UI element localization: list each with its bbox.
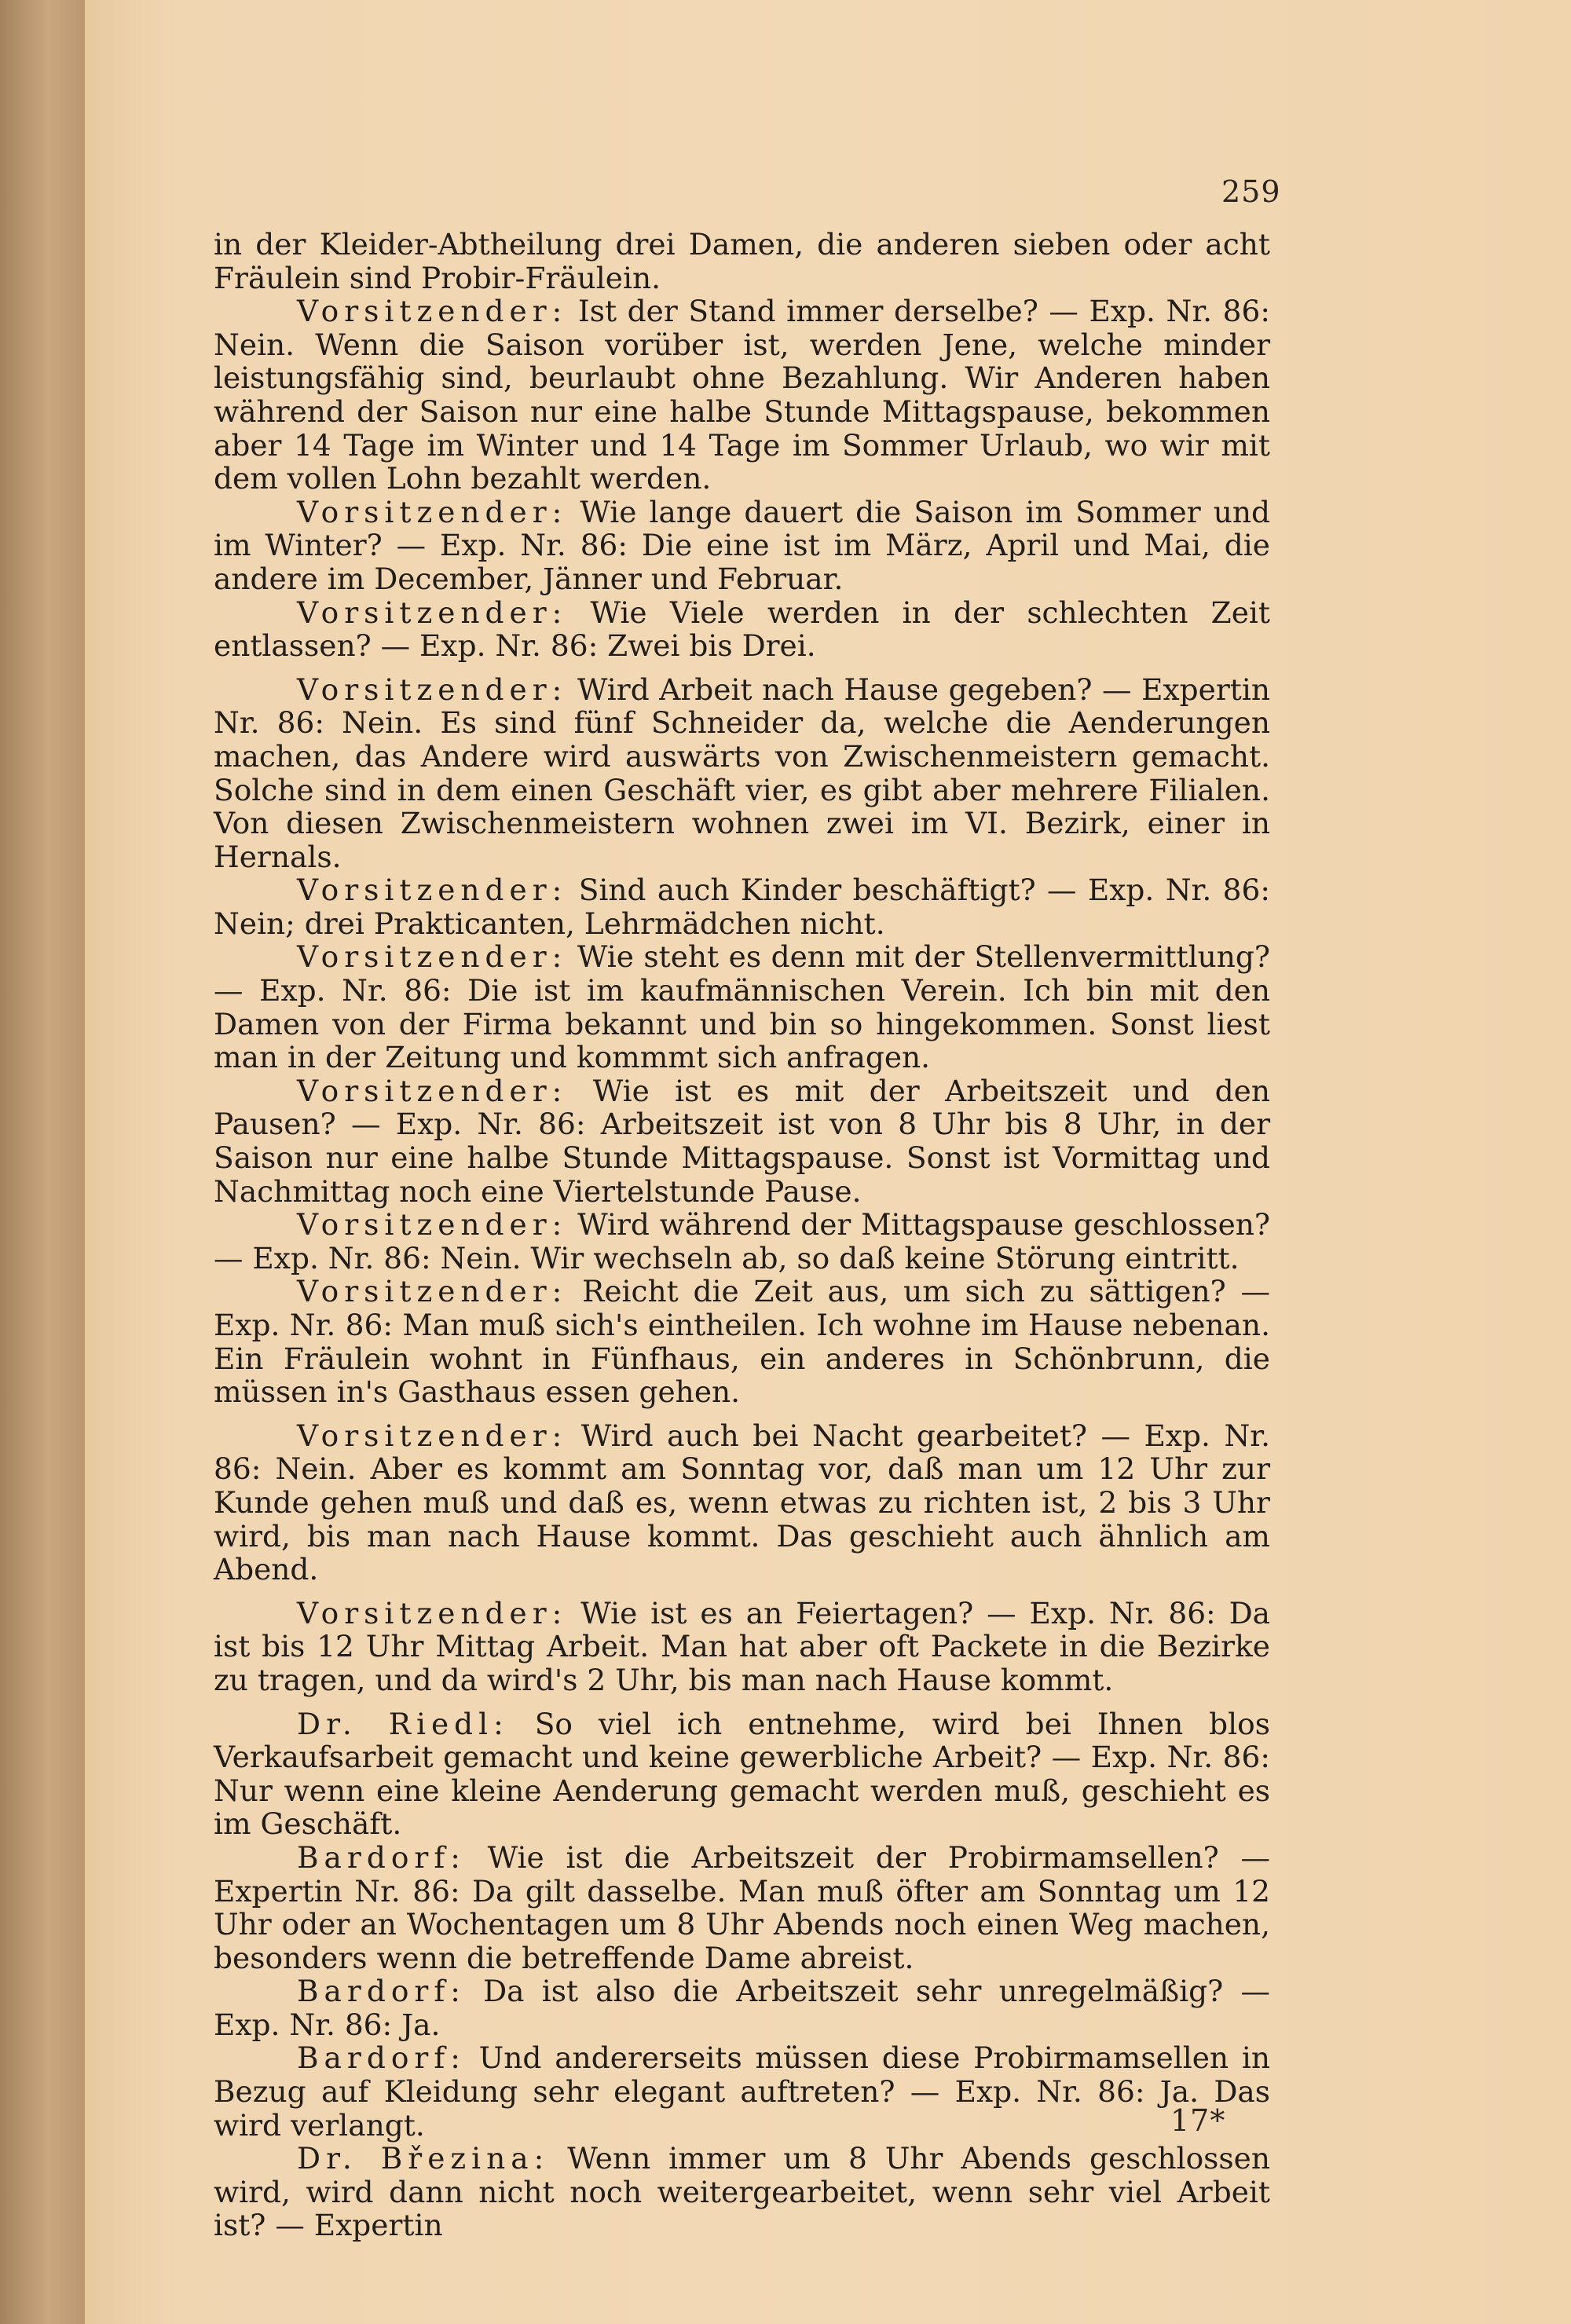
paragraph-text: Wie ist es an Feiertagen? — Exp. Nr. 86: Da ist bis 12 Uhr Mittag Arbeit. Man hat aber oft Packete in die Bezirke zu tragen, und da wird's 2 Uhr, bis man nach Hause kommt. [214,1595,1270,1697]
paragraph [214,1208,1270,1275]
speaker-label: Vorsitzender: [297,1595,568,1630]
paragraph-text: Wie lange dauert die Saison im Sommer und im Winter? — Exp. Nr. 86: Die eine ist im März, April und Mai, die andere im December, Jänner und Februar. [214,494,1271,596]
paragraph-text: Wie steht es denn mit der Stellenvermittlung? — Exp. Nr. 86: Die ist im kaufmännischen Verein. Ich bin mit den Damen von der Firma bekannt und bin so hingekommen. Sonst liest man in der Zeitung und kommmt sich anfragen. [214,939,1271,1075]
paragraph-text: Und andererseits müssen diese Probirmamsellen in Bezug auf Kleidung sehr elegant auftreten? — Exp. Nr. 86: Ja. Das wird verlangt. [214,2040,1271,2143]
paragraph-text: Sind auch Kinder beschäftigt? — Exp. Nr. 86: Nein; drei Prakticanten, Lehrmädchen nicht. [214,873,1270,941]
speaker-label: Bardorf: [297,1839,466,1875]
paragraph-text: Wenn immer um 8 Uhr Abends geschlossen wird, wird dann nicht noch weitergearbeitet, wenn sehr viel Arbeit ist? — Expertin [214,2141,1270,2243]
speaker-label: Vorsitzender: [297,1418,568,1453]
paragraph [214,1707,1270,1841]
paragraph [214,2041,1270,2142]
speaker-label: Vorsitzender: [297,939,568,975]
speaker-label: Vorsitzender: [297,672,568,707]
paragraph [214,496,1270,596]
speaker-label: Dr. Riedl: [297,1706,509,1741]
speaker-label: Vorsitzender: [297,873,568,908]
paragraph-text: in der Kleider-Abtheilung drei Damen, die anderen sieben oder acht Fräulein sind Probir-Fräulein. [214,227,1270,295]
paragraph-text: Ist der Stand immer derselbe? — Exp. Nr. 86: Nein. Wenn die Saison vorüber ist, werden Jene, welche minder leistungsfähig sind, beurlaubt ohne Bezahlung. Wir Anderen haben während der Saison nur eine halbe Stunde Mittagspause, bekommen aber 14 Tage im Winter und 14 Tage im Sommer Urlaub, wo wir mit dem vollen Lohn bezahlt werden. [214,294,1271,496]
paragraph-text: Da ist also die Arbeitszeit sehr unregelmäßig? — Exp. Nr. 86: Ja. [214,1974,1270,2042]
paragraph [214,940,1270,1074]
speaker-label: Vorsitzender: [297,1274,568,1309]
paragraph-text: Reicht die Zeit aus, um sich zu sättigen? — Exp. Nr. 86: Man muß sich's eintheilen. Ich wohne im Hause nebenan. Ein Fräulein wohnt in Fünfhaus, ein anderes in Schönbrunn, die müssen in's Gasthaus essen gehen. [214,1274,1270,1410]
paragraph [214,1419,1270,1587]
paragraph [214,673,1270,874]
paragraph [214,1074,1270,1208]
paragraph-text: Wird auch bei Nacht gearbeitet? — Exp. Nr. 86: Nein. Aber es kommt am Sonntag vor, daß man um 12 Uhr zur Kunde gehen muß und daß es, wenn etwas zu richten ist, 2 bis 3 Uhr wird, bis man nach Hause kommt. Das geschieht auch ähnlich am Abend. [214,1418,1271,1587]
paragraph [214,873,1270,940]
paragraph-continuation [214,228,1270,295]
page-number: 259 [1221,174,1281,209]
scan-margin [0,0,88,2324]
speaker-label: Vorsitzender: [297,494,568,529]
speaker-label: Vorsitzender: [297,294,568,329]
paragraph [214,2142,1270,2242]
paragraph [214,1275,1270,1408]
page-text [214,228,1270,2242]
speaker-label: Vorsitzender: [297,1207,568,1243]
speaker-label: Bardorf: [297,1974,466,2009]
paragraph [214,1841,1270,1974]
speaker-label: Bardorf: [297,2040,466,2076]
paragraph-text: So viel ich entnehme, wird bei Ihnen blos Verkaufsarbeit gemacht und keine gewerbliche Arbeit? — Exp. Nr. 86: Nur wenn eine kleine Aenderung gemacht werden muß, geschieht es im Geschäft. [214,1706,1270,1842]
paragraph-text: Wird Arbeit nach Hause gegeben? — Expertin Nr. 86: Nein. Es sind fünf Schneider da, welche die Aenderungen machen, das Andere wird auswärts von Zwischenmeistern gemacht. Solche sind in dem einen Geschäft vier, es gibt aber mehrere Filialen. Von diesen Zwischenmeistern wohnen zwei im VI. Bezirk, einer in Hernals. [214,672,1271,874]
paragraph [214,1974,1270,2041]
paragraph [214,295,1270,496]
paragraph [214,596,1270,663]
speaker-label: Vorsitzender: [297,595,568,630]
signature-mark: 17* [1170,2103,1226,2138]
paragraph-text: Wie ist es mit der Arbeitszeit und den Pausen? — Exp. Nr. 86: Arbeitszeit ist von 8 Uhr bis 8 Uhr, in der Saison nur eine halbe Stunde Mittagspause. Sonst ist Vormittag und Nachmittag noch eine Viertelstunde Pause. [214,1073,1271,1209]
paragraph-text: Wird während der Mittagspause geschlossen? — Exp. Nr. 86: Nein. Wir wechseln ab, so daß keine Störung eintritt. [214,1207,1271,1275]
paragraph-text: Wie ist die Arbeitszeit der Probirmamsellen? — Expertin Nr. 86: Da gilt dasselbe. Man muß öfter am Sonntag um 12 Uhr oder an Wochentagen um 8 Uhr Abends noch einen Weg machen, besonders wenn die betreffende Dame abreist. [214,1839,1271,1975]
speaker-label: Dr. Březina: [297,2141,550,2176]
paragraph-text: Wie Viele werden in der schlechten Zeit entlassen? — Exp. Nr. 86: Zwei bis Drei. [214,595,1270,664]
paragraph [214,1597,1270,1697]
speaker-label: Vorsitzender: [297,1073,568,1108]
